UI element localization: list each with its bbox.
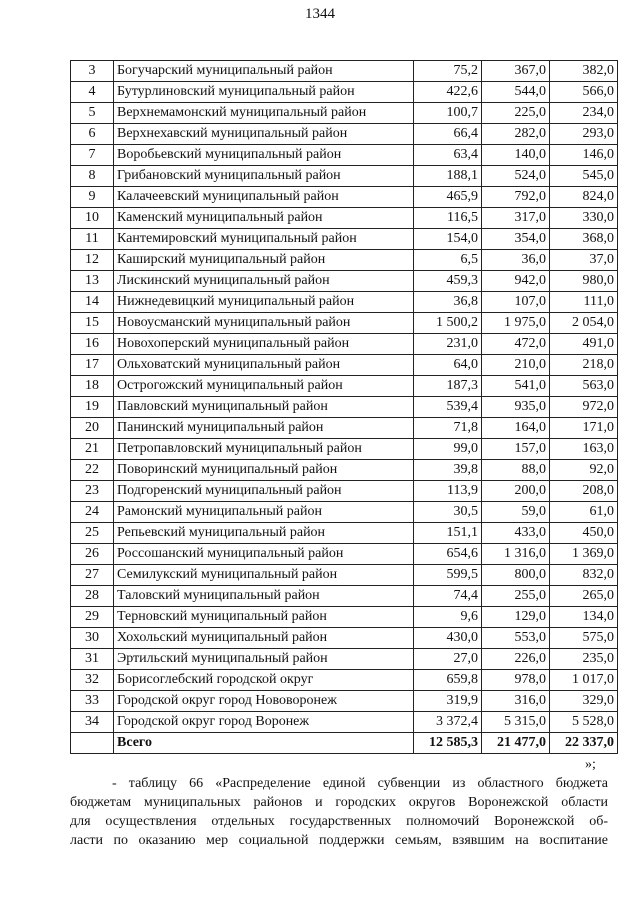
row-number: 29 [71, 607, 114, 628]
district-name: Каширский муниципальный район [114, 250, 414, 271]
value-col-3: 146,0 [550, 145, 618, 166]
table-row [71, 481, 618, 502]
value-col-2: 316,0 [482, 691, 550, 712]
page-number: 1344 [305, 6, 335, 22]
table-row [71, 649, 618, 670]
district-name: Панинский муниципальный район [114, 418, 414, 439]
value-col-3: 1 369,0 [550, 544, 618, 565]
table-row [71, 271, 618, 292]
table-row [71, 397, 618, 418]
body-paragraph [70, 774, 608, 850]
table-row [71, 586, 618, 607]
value-col-1: 75,2 [414, 61, 482, 82]
value-col-2: 367,0 [482, 61, 550, 82]
value-col-1: 465,9 [414, 187, 482, 208]
row-number: 33 [71, 691, 114, 712]
value-col-2: 157,0 [482, 439, 550, 460]
table-row [71, 439, 618, 460]
value-col-2: 129,0 [482, 607, 550, 628]
row-number: 13 [71, 271, 114, 292]
value-col-3: 293,0 [550, 124, 618, 145]
district-name: Городской округ город Воронеж [114, 712, 414, 733]
table-row [71, 712, 618, 733]
value-col-1: 100,7 [414, 103, 482, 124]
value-col-1: 539,4 [414, 397, 482, 418]
total-value-3: 22 337,0 [550, 733, 618, 754]
district-name: Ольховатский муниципальный район [114, 355, 414, 376]
table-row [71, 250, 618, 271]
row-number: 17 [71, 355, 114, 376]
row-number: 9 [71, 187, 114, 208]
value-col-1: 659,8 [414, 670, 482, 691]
value-col-1: 6,5 [414, 250, 482, 271]
value-col-3: 575,0 [550, 628, 618, 649]
table-row [71, 187, 618, 208]
value-col-3: 563,0 [550, 376, 618, 397]
value-col-2: 1 975,0 [482, 313, 550, 334]
value-col-2: 88,0 [482, 460, 550, 481]
table-row [71, 628, 618, 649]
district-name: Калачеевский муниципальный район [114, 187, 414, 208]
value-col-1: 154,0 [414, 229, 482, 250]
total-row [71, 733, 618, 754]
row-number: 18 [71, 376, 114, 397]
value-col-1: 187,3 [414, 376, 482, 397]
row-number: 12 [71, 250, 114, 271]
value-col-1: 9,6 [414, 607, 482, 628]
value-col-3: 111,0 [550, 292, 618, 313]
table-body [71, 61, 618, 754]
value-col-3: 382,0 [550, 61, 618, 82]
table-row [71, 691, 618, 712]
value-col-1: 63,4 [414, 145, 482, 166]
value-col-3: 2 054,0 [550, 313, 618, 334]
value-col-3: 972,0 [550, 397, 618, 418]
row-number: 15 [71, 313, 114, 334]
value-col-3: 218,0 [550, 355, 618, 376]
value-col-1: 113,9 [414, 481, 482, 502]
district-name: Городской округ город Нововоронеж [114, 691, 414, 712]
value-col-1: 64,0 [414, 355, 482, 376]
row-number: 5 [71, 103, 114, 124]
value-col-1: 3 372,4 [414, 712, 482, 733]
value-col-3: 92,0 [550, 460, 618, 481]
value-col-3: 980,0 [550, 271, 618, 292]
district-name: Терновский муниципальный район [114, 607, 414, 628]
value-col-1: 116,5 [414, 208, 482, 229]
district-name: Эртильский муниципальный район [114, 649, 414, 670]
district-name: Хохольский муниципальный район [114, 628, 414, 649]
value-col-2: 942,0 [482, 271, 550, 292]
value-col-2: 541,0 [482, 376, 550, 397]
row-number: 6 [71, 124, 114, 145]
value-col-1: 319,9 [414, 691, 482, 712]
value-col-3: 208,0 [550, 481, 618, 502]
table-row [71, 103, 618, 124]
quote-close: »; [585, 757, 596, 772]
district-name: Каменский муниципальный район [114, 208, 414, 229]
district-name: Россошанский муниципальный район [114, 544, 414, 565]
value-col-3: 566,0 [550, 82, 618, 103]
value-col-1: 459,3 [414, 271, 482, 292]
table-row [71, 313, 618, 334]
total-row-number [71, 733, 114, 754]
value-col-1: 422,6 [414, 82, 482, 103]
district-name: Лискинский муниципальный район [114, 271, 414, 292]
value-col-3: 134,0 [550, 607, 618, 628]
table-row [71, 229, 618, 250]
value-col-3: 61,0 [550, 502, 618, 523]
district-name: Репьевский муниципальный район [114, 523, 414, 544]
value-col-1: 27,0 [414, 649, 482, 670]
table-row [71, 376, 618, 397]
value-col-3: 450,0 [550, 523, 618, 544]
value-col-3: 234,0 [550, 103, 618, 124]
district-name: Борисоглебский городской округ [114, 670, 414, 691]
table-row [71, 544, 618, 565]
value-col-2: 140,0 [482, 145, 550, 166]
value-col-3: 329,0 [550, 691, 618, 712]
value-col-1: 36,8 [414, 292, 482, 313]
value-col-2: 210,0 [482, 355, 550, 376]
table-row [71, 124, 618, 145]
value-col-1: 151,1 [414, 523, 482, 544]
paragraph-line: ласти по оказанию мер социальной поддержки семьям, взявшим на воспитание [70, 833, 608, 848]
table-row [71, 670, 618, 691]
district-name: Рамонский муниципальный район [114, 502, 414, 523]
value-col-3: 330,0 [550, 208, 618, 229]
table-row [71, 208, 618, 229]
paragraph-line: - таблицу 66 «Распределение единой субвенции из областного бюджета [112, 776, 608, 791]
paragraph-line: бюджетам муниципальных районов и городских округов Воронежской области [70, 795, 608, 810]
value-col-1: 430,0 [414, 628, 482, 649]
row-number: 32 [71, 670, 114, 691]
value-col-2: 1 316,0 [482, 544, 550, 565]
row-number: 26 [71, 544, 114, 565]
value-col-2: 800,0 [482, 565, 550, 586]
value-col-3: 5 528,0 [550, 712, 618, 733]
district-name: Верхнемамонский муниципальный район [114, 103, 414, 124]
value-col-3: 832,0 [550, 565, 618, 586]
row-number: 31 [71, 649, 114, 670]
total-value-1: 12 585,3 [414, 733, 482, 754]
district-name: Павловский муниципальный район [114, 397, 414, 418]
row-number: 28 [71, 586, 114, 607]
row-number: 14 [71, 292, 114, 313]
value-col-2: 59,0 [482, 502, 550, 523]
paragraph-line: для осуществления отдельных государственных полномочий Воронежской об- [70, 814, 608, 829]
value-col-2: 107,0 [482, 292, 550, 313]
value-col-1: 599,5 [414, 565, 482, 586]
row-number: 20 [71, 418, 114, 439]
value-col-3: 491,0 [550, 334, 618, 355]
total-label: Всего [114, 733, 414, 754]
row-number: 4 [71, 82, 114, 103]
value-col-2: 792,0 [482, 187, 550, 208]
district-name: Нижнедевицкий муниципальный район [114, 292, 414, 313]
row-number: 7 [71, 145, 114, 166]
value-col-3: 545,0 [550, 166, 618, 187]
value-col-1: 30,5 [414, 502, 482, 523]
row-number: 27 [71, 565, 114, 586]
value-col-1: 99,0 [414, 439, 482, 460]
table-row [71, 61, 618, 82]
table-row [71, 355, 618, 376]
total-value-2: 21 477,0 [482, 733, 550, 754]
row-number: 11 [71, 229, 114, 250]
district-name: Поворинский муниципальный район [114, 460, 414, 481]
district-name: Подгоренский муниципальный район [114, 481, 414, 502]
row-number: 21 [71, 439, 114, 460]
value-col-3: 1 017,0 [550, 670, 618, 691]
value-col-2: 200,0 [482, 481, 550, 502]
row-number: 22 [71, 460, 114, 481]
value-col-2: 164,0 [482, 418, 550, 439]
value-col-3: 163,0 [550, 439, 618, 460]
value-col-2: 226,0 [482, 649, 550, 670]
value-col-2: 225,0 [482, 103, 550, 124]
value-col-1: 1 500,2 [414, 313, 482, 334]
value-col-2: 433,0 [482, 523, 550, 544]
district-name: Бутурлиновский муниципальный район [114, 82, 414, 103]
row-number: 30 [71, 628, 114, 649]
row-number: 19 [71, 397, 114, 418]
row-number: 23 [71, 481, 114, 502]
value-col-2: 317,0 [482, 208, 550, 229]
table-row [71, 82, 618, 103]
table-row [71, 145, 618, 166]
district-name: Острогожский муниципальный район [114, 376, 414, 397]
value-col-2: 553,0 [482, 628, 550, 649]
district-name: Семилукский муниципальный район [114, 565, 414, 586]
district-name: Петропавловский муниципальный район [114, 439, 414, 460]
table-row [71, 502, 618, 523]
district-name: Грибановский муниципальный район [114, 166, 414, 187]
district-name: Кантемировский муниципальный район [114, 229, 414, 250]
value-col-1: 74,4 [414, 586, 482, 607]
row-number: 16 [71, 334, 114, 355]
value-col-1: 654,6 [414, 544, 482, 565]
table-row [71, 166, 618, 187]
district-name: Таловский муниципальный район [114, 586, 414, 607]
value-col-1: 188,1 [414, 166, 482, 187]
value-col-2: 544,0 [482, 82, 550, 103]
row-number: 25 [71, 523, 114, 544]
table-row [71, 418, 618, 439]
value-col-3: 235,0 [550, 649, 618, 670]
value-col-2: 935,0 [482, 397, 550, 418]
subsidy-table [70, 60, 618, 754]
district-name: Новоусманский муниципальный район [114, 313, 414, 334]
value-col-3: 37,0 [550, 250, 618, 271]
table-row [71, 607, 618, 628]
value-col-2: 472,0 [482, 334, 550, 355]
row-number: 10 [71, 208, 114, 229]
value-col-2: 5 315,0 [482, 712, 550, 733]
row-number: 24 [71, 502, 114, 523]
table-row [71, 565, 618, 586]
value-col-1: 66,4 [414, 124, 482, 145]
value-col-2: 255,0 [482, 586, 550, 607]
table-row [71, 523, 618, 544]
value-col-1: 71,8 [414, 418, 482, 439]
district-name: Богучарский муниципальный район [114, 61, 414, 82]
value-col-3: 368,0 [550, 229, 618, 250]
value-col-2: 524,0 [482, 166, 550, 187]
row-number: 34 [71, 712, 114, 733]
value-col-3: 824,0 [550, 187, 618, 208]
district-name: Новохоперский муниципальный район [114, 334, 414, 355]
table-row [71, 334, 618, 355]
value-col-2: 354,0 [482, 229, 550, 250]
table-row [71, 292, 618, 313]
district-name: Воробьевский муниципальный район [114, 145, 414, 166]
value-col-2: 282,0 [482, 124, 550, 145]
value-col-1: 231,0 [414, 334, 482, 355]
value-col-2: 978,0 [482, 670, 550, 691]
district-name: Верхнехавский муниципальный район [114, 124, 414, 145]
row-number: 3 [71, 61, 114, 82]
value-col-2: 36,0 [482, 250, 550, 271]
value-col-3: 265,0 [550, 586, 618, 607]
value-col-3: 171,0 [550, 418, 618, 439]
value-col-1: 39,8 [414, 460, 482, 481]
row-number: 8 [71, 166, 114, 187]
table-row [71, 460, 618, 481]
